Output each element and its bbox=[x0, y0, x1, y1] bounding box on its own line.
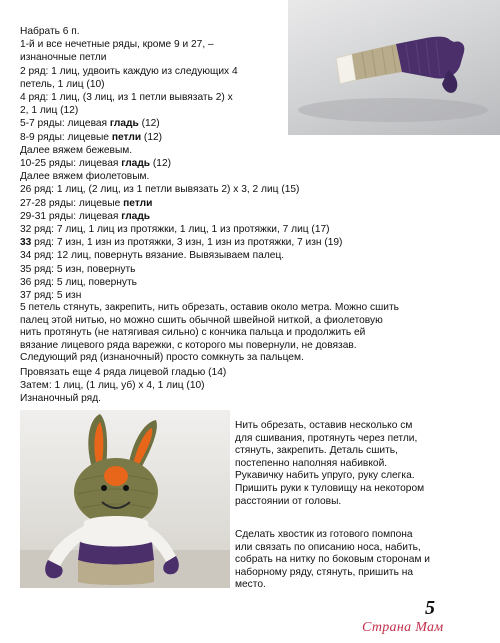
instruction-line: 10-25 ряды: лицевая гладь (12) bbox=[20, 158, 172, 170]
side-text-line: для сшивания, протянуть через петли, bbox=[235, 432, 418, 444]
instruction-line: Далее вяжем бежевым. bbox=[20, 144, 133, 156]
side-text-line: расстоянии от головы. bbox=[235, 495, 342, 507]
instruction-line: 26 ряд: 1 лиц, (2 лиц, из 1 петли вывязать 2) х 3, 2 лиц (15) bbox=[20, 184, 300, 196]
instruction-line: 2 ряд: 1 лиц, удвоить каждую из следующих 4 bbox=[20, 65, 238, 77]
instruction-line: 32 ряд: 7 лиц, 1 лиц из протяжки, 1 лиц, 1 из протяжки, 7 лиц (17) bbox=[20, 224, 330, 236]
instruction-line: 34 ряд: 12 лиц, повернуть вязание. Вывязываем палец. bbox=[20, 250, 285, 262]
knitted-arm-image bbox=[288, 0, 500, 135]
instruction-line: петель, 1 лиц (10) bbox=[20, 78, 105, 90]
finger-paragraph bbox=[20, 302, 480, 365]
instruction-line: 27-28 ряды: лицевые петли bbox=[20, 197, 153, 209]
instruction-line: 29-31 ряды: лицевая гладь bbox=[20, 210, 151, 222]
closing-row-line: Провязать еще 4 ряда лицевой гладью (14) bbox=[20, 367, 227, 378]
paragraph-line: вязание лицевого ряда варежки, с которого мы повернули, не довязав. bbox=[20, 339, 357, 351]
photo-knitted-bunny bbox=[20, 410, 230, 588]
side-text-line: место. bbox=[235, 579, 266, 591]
paragraph-line: нить протянуть (не натягивая сильно) с кончика пальца и продолжить ей bbox=[20, 327, 366, 339]
instruction-lines bbox=[20, 25, 343, 302]
side-text-line: Сделать хвостик из готового помпона bbox=[235, 529, 413, 540]
instruction-line: 35 ряд: 5 изн, повернуть bbox=[20, 263, 136, 275]
side-text-line: Рукавичку набить упруго, руку слегка. bbox=[235, 470, 415, 482]
page-number: 5 bbox=[425, 597, 435, 619]
side-text-line: или связать по описанию носа, набить, bbox=[235, 541, 421, 553]
photo-knitted-arm bbox=[288, 0, 500, 135]
side-text-line: Нить обрезать, оставив несколько см bbox=[235, 420, 413, 431]
side-text-line: собрать на нитку по боковым сторонам и bbox=[235, 554, 431, 566]
instruction-line: 37 ряд: 5 изн bbox=[20, 290, 82, 302]
paragraph-line: Следующий ряд (изнаночный) просто сомкнуть за пальцем. bbox=[20, 352, 304, 364]
instruction-line: Далее вяжем фиолетовым. bbox=[20, 171, 150, 183]
closing-rows bbox=[20, 366, 226, 405]
instruction-line: 5-7 ряды: лицевая гладь (12) bbox=[20, 118, 160, 130]
instruction-line: Набрать 6 п. bbox=[20, 26, 80, 37]
side-text-line: постепенно наполняя набивкой. bbox=[235, 457, 388, 469]
instruction-line: 36 ряд: 5 лиц, повернуть bbox=[20, 276, 137, 288]
side-text-line: наборному ряду, стянуть, пришить на bbox=[235, 566, 414, 578]
instruction-line: 2, 1 лиц (12) bbox=[20, 105, 79, 117]
tail-instructions bbox=[235, 529, 480, 592]
side-text-line: Пришить руки к туловищу на некотором bbox=[235, 482, 425, 494]
instruction-line: 1-й и все нечетные ряды, кроме 9 и 27, – bbox=[20, 39, 214, 51]
instruction-line: 33 ряд: 7 изн, 1 изн из протяжки, 3 изн, 1 изн из протяжки, 7 изн (19) bbox=[20, 237, 343, 249]
instruction-line: 4 ряд: 1 лиц, (3 лиц, из 1 петли вывязать 2) х bbox=[20, 92, 233, 104]
instruction-line: 8-9 ряды: лицевые петли (12) bbox=[20, 131, 163, 143]
paragraph-line: 5 петель стянуть, закрепить, нить обрезать, оставив около метра. Можно сшить bbox=[20, 302, 399, 313]
instruction-line: изнаночные петли bbox=[20, 52, 107, 64]
closing-row-line: Затем: 1 лиц, (1 лиц, уб) х 4, 1 лиц (10) bbox=[20, 380, 205, 391]
site-logo: Страна Мам bbox=[362, 620, 444, 635]
closing-row-line: Изнаночный ряд. bbox=[20, 393, 101, 404]
side-text-line: стянуть, закрепить. Деталь сшить, bbox=[235, 445, 398, 457]
paragraph-line: палец этой нитью, но можно сшить обычной швейной ниткой, а фиолетовую bbox=[20, 314, 383, 326]
sewing-instructions bbox=[235, 420, 480, 508]
knitted-bunny-image bbox=[20, 410, 230, 588]
